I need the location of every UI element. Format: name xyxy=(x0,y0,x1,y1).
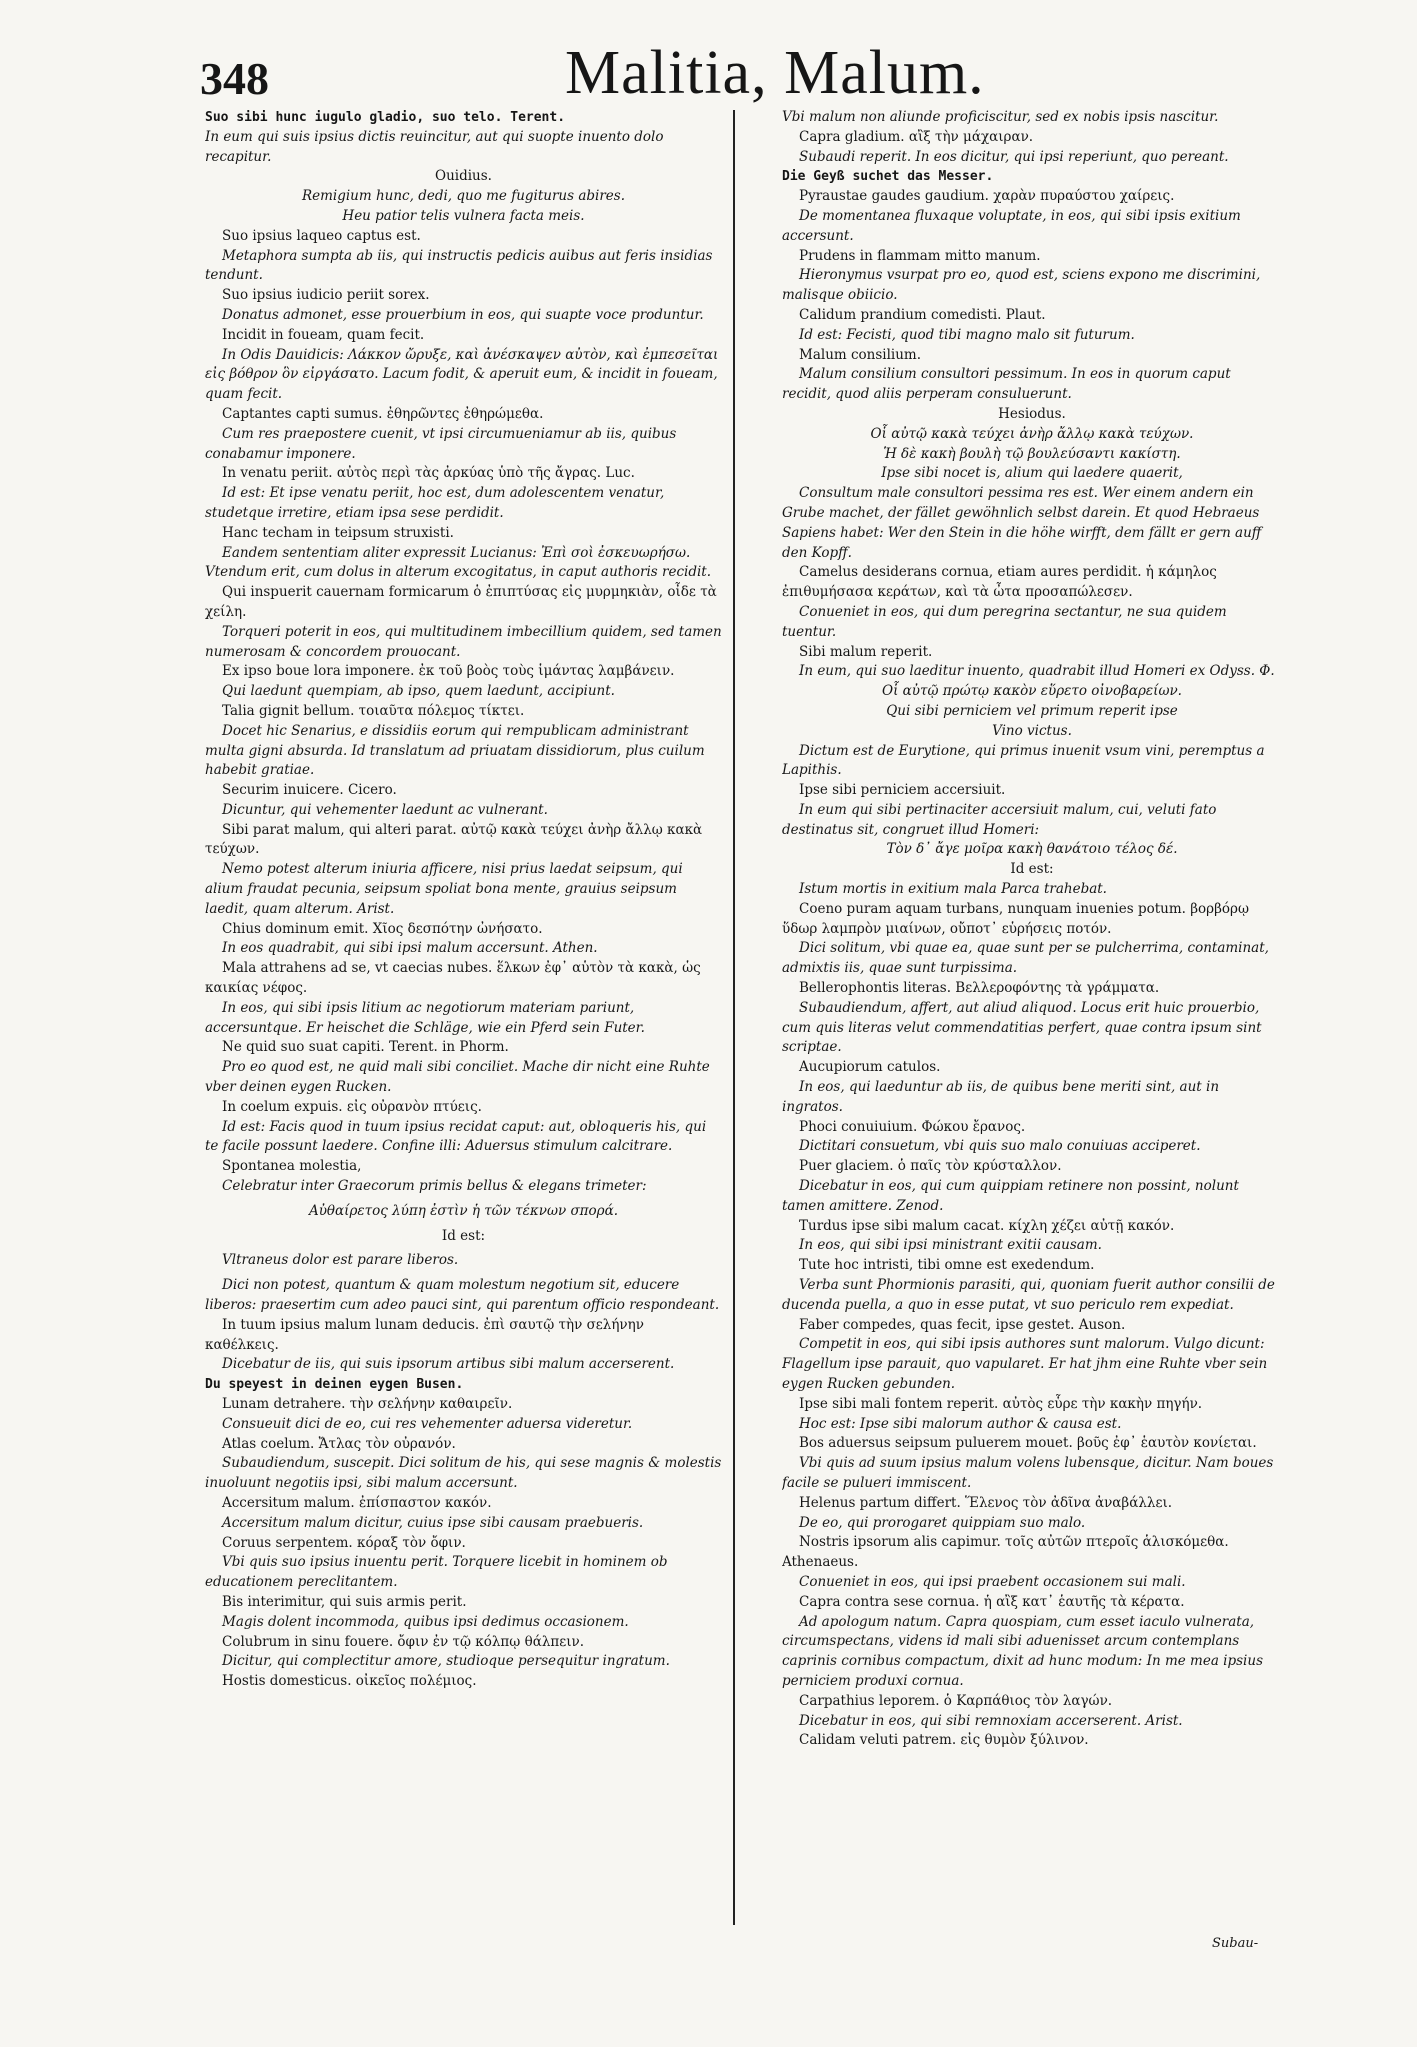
text-line: Ipse sibi perniciem accersiuit. xyxy=(799,782,1006,799)
text-line: De momentanea fluxaque voluptate, in eos, qui sibi ipsis exitium accersunt. xyxy=(782,207,1241,244)
text-line: Donatus admonet, esse prouerbium in eos, qui suapte voce produntur. xyxy=(222,306,704,323)
text-line: Sibi parat malum, qui alteri parat. αὐτῷ κακὰ τεύχει ἀνὴρ ἄλλῳ κακὰ τεύχων. xyxy=(205,821,703,858)
text-line: Dicuntur, qui vehementer laedunt ac vulnerant. xyxy=(222,801,548,818)
text-line: Id est: Facis quod in tuum ipsius recidat caput: aut, obloqueris his, qui te facile possunt laedere. Confine illi: Aduersus stimulum calcitrare. xyxy=(205,1118,707,1155)
text-line: Οἷ αὐτῷ πρώτῳ κακὸν εὕρετο οἰνοβαρείων. xyxy=(882,683,1182,700)
text-line: Bellerophontis literas. Βελλεροφόντης τὰ γράμματα. xyxy=(799,980,1160,997)
text-line: Verba sunt Phormionis parasiti, qui, quoniam fuerit author consilii de ducenda puella, a quo in esse putat, vt suo periculo rem expediat. xyxy=(782,1277,1275,1313)
text-line: Heu patior telis vulnera facta meis. xyxy=(342,207,585,224)
text-line: Conueniet in eos, qui dum peregrina sectantur, ne sua quidem tuentur. xyxy=(782,603,1227,640)
text-line: Calidum prandium comedisti. Plaut. xyxy=(799,306,1046,323)
text-line: In eum qui sibi pertinaciter accersiuit malum, cui, veluti fato destinatus sit, congruet illud Homeri: xyxy=(782,801,1217,838)
text-line: Magis dolent incommoda, quibus ipsi dedimus occasionem. xyxy=(222,1613,629,1630)
text-line: Turdus ipse sibi malum cacat. κίχλη χέζει αὐτῇ κακόν. xyxy=(799,1217,1175,1234)
text-line: Celebratur inter Graecorum primis bellus & elegans trimeter: xyxy=(222,1178,647,1195)
text-line: Οἷ αὐτῷ κακὰ τεύχει ἀνὴρ ἄλλῳ κακὰ τεύχων. xyxy=(870,425,1194,442)
text-line: Remigium hunc, dedi, quo me fugiturus abires. xyxy=(301,188,626,205)
text-line: Conueniet in eos, qui ipsi praebent occasionem sui mali. xyxy=(799,1573,1186,1590)
text-line: Id est: Fecisti, quod tibi magno malo sit futurum. xyxy=(799,326,1135,343)
text-line: In venatu periit. αὐτὸς περὶ τὰς ἀρκύας ὑπὸ τῆς ἄγρας. Luc. xyxy=(222,465,635,482)
text-line: Dicebatur in eos, qui cum quippiam retinere non possint, nolunt tamen amittere. Zenod. xyxy=(782,1178,1239,1214)
text-line: Chius dominum emit. Χῖος δεσπότην ὠνήσατο. xyxy=(222,920,543,937)
text-line: Qui inspuerit cauernam formicarum ὁ ἐπιπτύσας εἰς μυρμηκιὰν, οἶδε τὰ χείλη. xyxy=(205,584,717,620)
right-column xyxy=(782,108,1282,1938)
text-line: Competit in eos, qui sibi ipsis authores sunt malorum. Vulgo dicunt: Flagellum ipse parauit, quo vapularet. Er hat jhm eine Ruhte vber sein eygen Rucken gebunden. xyxy=(782,1336,1268,1392)
text-line: Consueuit dici de eo, cui res vehementer aduersa videretur. xyxy=(222,1415,633,1432)
text-line: Dicitur, qui complectitur amore, studioque persequitur ingratum. xyxy=(222,1653,670,1670)
text-line: Sibi malum reperit. xyxy=(799,643,933,660)
left-column xyxy=(205,108,722,1938)
text-line: Dicebatur in eos, qui sibi remnoxiam accerserent. Arist. xyxy=(799,1712,1183,1729)
text-line: Subaudiendum, affert, aut aliud aliquod. Locus erit huic prouerbio, cum quis literas velut commendatitias perfert, quae contra ipsum sint scriptae. xyxy=(782,999,1262,1056)
text-line: Consultum male consultori pessima res est. Wer einem andern ein Grube machet, der fället gewöhnlich selbst darein. Et quod Hebraeus Sapiens habet: Wer den Stein in die höhe wirfft, dem fällt er gern auff den Kopff. xyxy=(782,485,1262,561)
text-line: Pro eo quod est, ne quid mali sibi conciliet. Mache dir nicht eine Ruhte vber deinen eygen Rucken. xyxy=(205,1059,710,1096)
text-line: Capra contra sese cornua. ἡ αἲξ κατ᾽ ἑαυτῆς τὰ κέρατα. xyxy=(799,1593,1185,1610)
text-line: Suo ipsius iudicio periit sorex. xyxy=(222,287,430,304)
text-line: Faber compedes, quas fecit, ipse gestet. Auson. xyxy=(799,1316,1126,1333)
text-line: Hesiodus. xyxy=(998,405,1066,422)
text-line: In eum qui suis ipsius dictis reuincitur, aut qui suopte inuento dolo recapitur. xyxy=(205,128,664,165)
text-line: Dictum est de Eurytione, qui primus inuenit vsum vini, peremptus a Lapithis. xyxy=(782,742,1265,779)
text-line: In eos quadrabit, qui sibi ipsi malum accersunt. Athen. xyxy=(222,940,598,957)
text-line: Qui laedunt quempiam, ab ipso, quem laedunt, accipiunt. xyxy=(222,683,615,700)
text-line: Coruus serpentem. κόραξ τὸν ὄφιν. xyxy=(222,1534,466,1551)
text-line: Id est: Et ipse venatu periit, hoc est, dum adolescentem venatur, studetque irretire, etiam ipsa sese perdidit. xyxy=(205,485,665,521)
text-line: Ex ipso boue lora imponere. ἐκ τοῦ βοὸς τοὺς ἱμάντας λαμβάνειν. xyxy=(222,663,675,680)
column-divider xyxy=(733,110,735,1925)
text-line: Ἡ δὲ κακὴ βουλὴ τῷ βουλεύσαντι κακίστη. xyxy=(883,445,1181,462)
text-line: Cum res praepostere cuenit, vt ipsi circumueniamur ab iis, quibus conabamur imponere. xyxy=(205,425,677,462)
text-line: Aucupiorum catulos. xyxy=(799,1059,941,1076)
text-line: In eos, qui laeduntur ab iis, de quibus bene meriti sint, aut in ingratos. xyxy=(782,1079,1220,1115)
text-line: Atlas coelum. Ἄτλας τὸν οὐρανόν. xyxy=(222,1435,456,1452)
text-line: Securim inuicere. Cicero. xyxy=(222,782,397,799)
text-line: Colubrum in sinu fouere. ὄφιν ἐν τῷ κόλπῳ θάλπειν. xyxy=(222,1633,585,1650)
text-line: Istum mortis in exitium mala Parca trahebat. xyxy=(799,881,1107,898)
text-line: Du speyest in deinen eygen Busen. xyxy=(205,1377,464,1393)
text-line: Docet hic Senarius, e dissidiis eorum qui rempublicam administrant multa gigni absurda. Id translatum ad priuatam dissidiorum, plus cuilum habebit gratiae. xyxy=(205,722,705,779)
text-line: Torqueri poterit in eos, qui multitudinem imbecillium quidem, sed tamen numerosam & concordem prouocant. xyxy=(205,623,722,660)
text-line: In tuum ipsius malum lunam deducis. ἐπὶ σαυτῷ τὴν σελήνην καθέλκεις. xyxy=(205,1316,644,1353)
text-line: Suo ipsius laqueo captus est. xyxy=(222,227,421,244)
text-line: Vbi malum non aliunde proficiscitur, sed ex nobis ipsis nascitur. xyxy=(782,109,1219,125)
text-line: Id est: xyxy=(441,1227,486,1244)
text-line: Carpathius leporem. ὁ Καρπάθιος τὸν λαγών. xyxy=(799,1692,1113,1709)
text-line: In eos, qui sibi ipsi ministrant exitii causam. xyxy=(799,1237,1102,1254)
text-line: Eandem sententiam aliter expressit Lucianus: Ἐπὶ σοὶ ἐσκευωρήσω. Vtendum erit, cum dolus in alterum excogitatus, in caput authoris recidit. xyxy=(205,544,712,581)
text-line: De eo, qui prorogaret quippiam suo malo. xyxy=(799,1514,1086,1531)
text-line: Dici solitum, vbi quae ea, quae sunt per se pulcherrima, contaminat, admixtis iis, quae sunt turpissima. xyxy=(782,940,1269,977)
text-line: Puer glaciem. ὁ παῖς τὸν κρύσταλλον. xyxy=(799,1158,1062,1175)
text-line: Ouidius. xyxy=(435,168,492,185)
text-line: Hieronymus vsurpat pro eo, quod est, sciens expono me discrimini, malisque obiicio. xyxy=(782,267,1261,304)
text-line: Vltraneus dolor est parare liberos. xyxy=(222,1252,459,1269)
text-line: Coeno puram aquam turbans, nunquam inuenies potum. βορβόρῳ ὕδωρ λαμπρὸν μιαίνων, οὔποτ᾽ εὑρήσεις ποτόν. xyxy=(782,900,1249,937)
text-line: Ipse sibi mali fontem reperit. αὐτὸς εὗρε τὴν κακὴν πηγήν. xyxy=(799,1395,1203,1412)
text-line: Hanc techam in teipsum struxisti. xyxy=(222,524,454,541)
text-line: In eos, qui sibi ipsis litium ac negotiorum materiam pariunt, accersuntque. Er heischet die Schläge, wie ein Pferd sein Futer. xyxy=(205,999,645,1036)
text-line: Bos aduersus seipsum puluerem mouet. βοῦς ἐφ᾽ ἑαυτὸν κονίεται. xyxy=(799,1435,1257,1452)
text-line: Nemo potest alterum iniuria afficere, nisi prius laedat seipsum, qui alium fraudat pecunia, seipsum spoliat bona mente, grauius seipsum laedit, quam alterum. Arist. xyxy=(205,861,683,917)
text-line: Ne quid suo suat capiti. Terent. in Phorm. xyxy=(222,1039,509,1056)
text-line: Id est: xyxy=(1010,861,1054,878)
page-number: 348 xyxy=(200,53,269,104)
text-line: Qui sibi perniciem vel primum reperit ipse xyxy=(886,702,1178,719)
text-line: Nostris ipsorum alis capimur. τοῖς αὐτῶν πτεροῖς ἁλισκόμεθα. Athenaeus. xyxy=(782,1534,1229,1571)
text-line: Camelus desiderans cornua, etiam aures perdidit. ἡ κάμηλος ἐπιθυμήσασα κεράτων, καὶ τὰ ὦτα προσαπώλεσεν. xyxy=(782,564,1217,601)
text-line: Bis interimitur, qui suis armis perit. xyxy=(222,1593,467,1610)
text-line: In Odis Dauidicis: Λάκκον ὤρυξε, καὶ ἀνέσκαψεν αὐτὸν, καὶ ἐμπεσεῖται εἰς βόθρον ὃν εἰργάσατο. Lacum fodit, & aperuit eum, & incidit in foueam, quam fecit. xyxy=(205,346,719,403)
text-line: Captantes capti sumus. ἐθηρῶντες ἐθηρώμεθα. xyxy=(222,405,544,422)
text-line: Subaudiendum, suscepit. Dici solitum de his, qui sese magnis & molestis inuoluunt negotiis ipsi, sibi malum accersunt. xyxy=(205,1455,722,1492)
text-line: Spontanea molestia, xyxy=(222,1158,362,1175)
text-line: Suo sibi hunc iugulo gladio, suo telo. Terent. xyxy=(205,110,566,125)
text-line: Dictitari consuetum, vbi quis suo malo conuiuas acciperet. xyxy=(799,1138,1201,1155)
text-line: Die Geyß suchet das Messer. xyxy=(782,169,994,185)
text-line: Metaphora sumpta ab iis, qui instructis pedicis auibus aut feris insidias tendunt. xyxy=(205,247,713,284)
text-line: Dicebatur de iis, qui suis ipsorum artibus sibi malum accerserent. xyxy=(222,1356,675,1373)
text-line: Hoc est: Ipse sibi malorum author & causa est. xyxy=(799,1415,1122,1432)
catchword: Subau- xyxy=(1212,1936,1259,1951)
text-line: Vino victus. xyxy=(992,722,1072,739)
text-line: Vbi quis suo ipsius inuentu perit. Torquere licebit in hominem ob educationem pereclitantem. xyxy=(205,1554,668,1591)
text-line: Helenus partum differt. Ἕλενος τὸν ἀδῖνα ἀναβάλλει. xyxy=(799,1494,1173,1511)
text-line: Pyraustae gaudes gaudium. χαρὰν πυραύστου χαίρεις. xyxy=(799,188,1175,205)
text-line: Subaudi reperit. In eos dicitur, qui ipsi reperiunt, quo pereant. xyxy=(799,148,1229,165)
text-line: Dici non potest, quantum & quam molestum negotium sit, educere liberos: praesertim cum adeo pauci sint, qui parentum officio respondeant. xyxy=(205,1277,720,1314)
text-line: Capra gladium. αἲξ τὴν μάχαιραν. xyxy=(799,128,1034,145)
text-line: Incidit in foueam, quam fecit. xyxy=(222,326,425,343)
text-line: Prudens in flammam mitto manum. xyxy=(799,247,1041,264)
text-line: Phoci conuiuium. Φώκου ἔρανος. xyxy=(799,1118,1026,1135)
text-line: Mala attrahens ad se, vt caecias nubes. ἕλκων ἐφ᾽ αὑτὸν τὰ κακὰ, ὡς καικίας νέφος. xyxy=(205,960,701,997)
text-line: Lunam detrahere. τὴν σελήνην καθαιρεῖν. xyxy=(222,1396,513,1412)
text-line: Hostis domesticus. οἰκεῖος πολέμιος. xyxy=(222,1673,477,1690)
text-line: Tute hoc intristi, tibi omne est exedendum. xyxy=(799,1257,1095,1274)
text-line: Τὸν δ᾽ ἄγε μοῖρα κακὴ θανάτοιο τέλος δέ. xyxy=(886,841,1178,858)
text-line: Malum consilium consultori pessimum. In eos in quorum caput recidit, quod aliis perperam consuluerunt. xyxy=(782,366,1231,403)
text-line: Ipse sibi nocet is, alium qui laedere quaerit, xyxy=(881,465,1183,482)
page-title: Malitia, Malum. xyxy=(565,39,985,107)
text-line: Talia gignit bellum. τοιαῦτα πόλεμος τίκτει. xyxy=(222,702,525,719)
text-line: Malum consilium. xyxy=(799,346,922,363)
text-line: Accersitum malum. ἐπίσπαστον κακόν. xyxy=(222,1494,492,1511)
text-line: Ad apologum natum. Capra quospiam, cum esset iaculo vulnerata, circumspectans, videns id mali sibi aduenisset arcum contemplans caprinis cornibus compactum, dixit ad hunc modum: In me mea ipsius perniciem produxi cornua. xyxy=(782,1613,1263,1689)
text-line: In eum, qui suo laeditur inuento, quadrabit illud Homeri ex Odyss. Φ. xyxy=(799,663,1275,680)
text-line: Calidam veluti patrem. εἰς θυμὸν ξύλινον. xyxy=(799,1732,1089,1749)
text-line: Vbi quis ad suum ipsius malum volens lubensque, dicitur. Nam boues facile se pulueri immiscent. xyxy=(782,1455,1274,1491)
text-line: Accersitum malum dicitur, cuius ipse sibi causam praebueris. xyxy=(222,1514,644,1531)
text-line: Αὐθαίρετος λύπη ἐστὶν ἡ τῶν τέκνων σπορά. xyxy=(308,1202,619,1219)
text-line: In coelum expuis. εἰς οὐρανὸν πτύεις. xyxy=(222,1098,482,1115)
